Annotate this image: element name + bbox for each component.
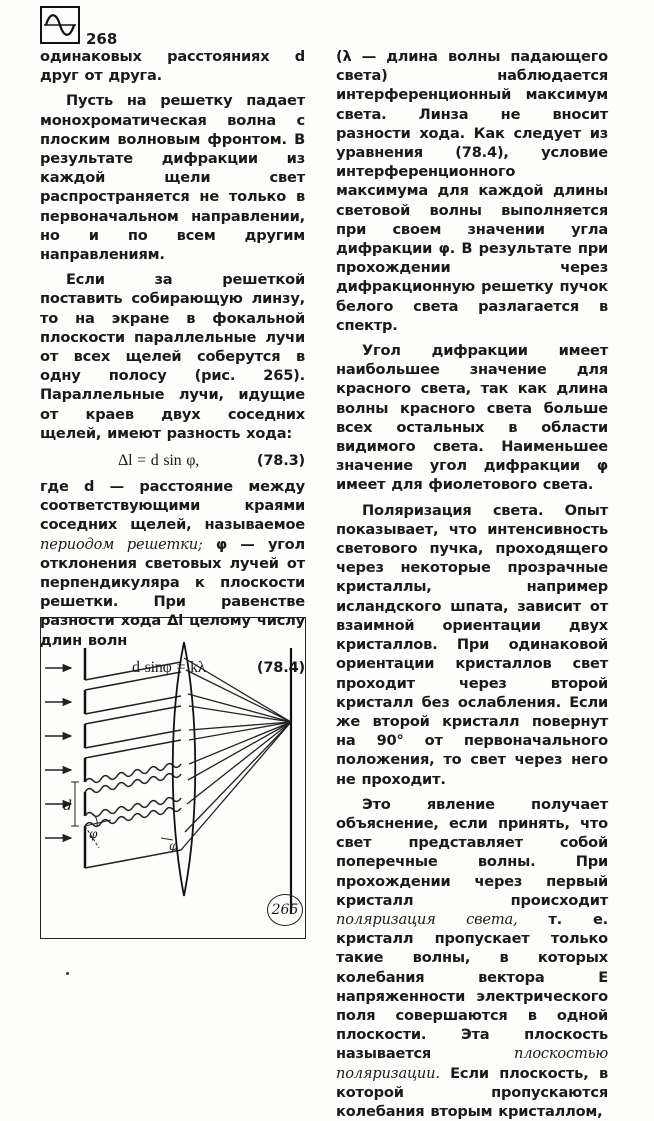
d-label: d	[63, 798, 72, 814]
term-italic: плоскостью поляризации.	[336, 1045, 608, 1082]
page-number: 268	[86, 30, 118, 48]
paragraph: Угол дифракции имеет наибольшее значение для красного света, так как длина волны красного света больше всех остальных в области видимого света. Наименьшее значение угол дифракции φ имеет для фиолетового света.	[336, 342, 608, 494]
term-italic: периодом решетки;	[40, 535, 203, 553]
text-run: Это явление получает объяснение, если принять, что свет представляет собой поперечные волны. При прохождении через первый кристалл происходит	[336, 795, 608, 909]
figure-number: 265	[267, 894, 303, 926]
phi-label-left: φ	[89, 827, 98, 841]
text-run: φ — угол отклонения световых лучей от перпендикуляра к плоскости решетки. При равенстве разности хода Δl целому числу длин волн	[40, 535, 305, 649]
formula-78-3	[40, 451, 305, 473]
term-italic: поляризация света,	[336, 910, 518, 928]
text-run: Опыт показывает, что интенсивность светового пучка, проходящего через некоторые прозрачные кристаллы, например исландского шпата, зависит от взаимной ориентации двух кристаллов. При одинаковой ориентации кристаллов свет проходит через второй кристалл без ослабления. Если же второй кристалл повернут на 90° от первоначального положения, то свет через него не проходит.	[336, 501, 608, 788]
paragraph: Пусть на решетку падает монохроматическая волна с плоским волновым фронтом. В результате дифракции из каждой щели свет распространяется не только в первоначальном направлении, но и по всем другим направлениям.	[40, 92, 305, 264]
section-heading: Поляризация света.	[362, 501, 544, 519]
text-run: т. е. кристалл пропускает только такие волны, в которых колебания вектора E напряженности электрического поля совершаются в одной плоскости. Эта плоскость называется	[336, 910, 608, 1063]
formula-number: (78.3)	[256, 452, 305, 470]
formula-number: (78.4)	[256, 658, 305, 676]
paragraph: одинаковых расстояниях d друг от друга.	[40, 48, 305, 85]
paragraph: Если за решеткой поставить собирающую линзу, то на экране в фокальной плоскости параллельные лучи от всех щелей соберутся в одну полосу (рис. 265). Параллельные лучи, идущие от краев двух соседних щелей, имеют разность хода:	[40, 271, 305, 442]
diffraction-grating-figure	[40, 617, 306, 939]
paragraph	[336, 795, 608, 1121]
text-run: где d — расстояние между соответствующими краями соседних щелей, называемое	[40, 478, 305, 534]
formula-expression: d sinφ = kλ	[132, 658, 206, 676]
phi-label-right: φ	[169, 839, 178, 853]
page-speck	[66, 972, 69, 975]
formula-expression: Δl = d sin φ,	[118, 452, 200, 470]
right-column	[336, 47, 608, 1121]
left-column	[40, 47, 305, 684]
paragraph	[336, 501, 608, 789]
paragraph: (λ — длина волны падающего света) наблюдается интерференционный максимум света. Линза не вносит разности хода. Как следует из уравнения (78.4), условие интерференционного максимума для каждой длины световой волны выполняется при своем значении угла дифракции φ. В результате при прохождении через дифракционную решетку пучок белого света разлагается в спектр.	[336, 48, 608, 334]
wave-icon	[40, 6, 80, 44]
text-run: Если плоскость, в которой пропускаются колебания вторым кристаллом,	[336, 1064, 608, 1120]
